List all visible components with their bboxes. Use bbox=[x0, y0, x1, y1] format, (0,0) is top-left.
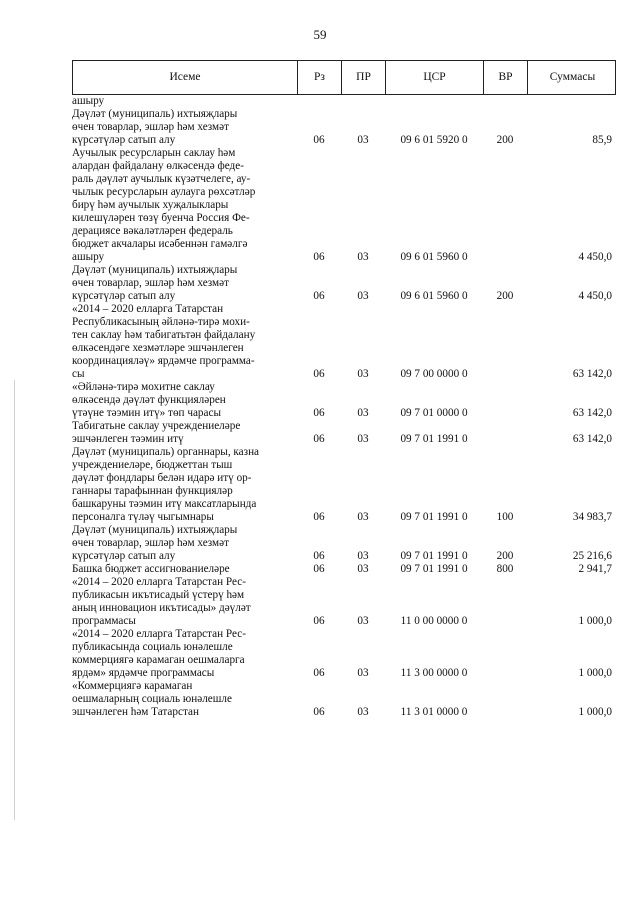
row-pr: 03 bbox=[357, 407, 369, 419]
row-name: «Әйләнә-тирә мохитне саклау өлкәсендә дәүләт функцияләрен үтәүне тәэмин итү» төп чарасы bbox=[72, 381, 226, 419]
row-vr: 800 bbox=[496, 563, 514, 575]
row-rz: 06 bbox=[313, 251, 325, 263]
row-csr: 11 3 00 0000 0 bbox=[400, 667, 468, 679]
row-sum: 4 450,0 bbox=[578, 290, 612, 302]
row-name: Дәүләт (муниципаль) ихтыяҗлары өчен товарлар, эшләр һәм хезмәт күрсәтүләр сатып алу bbox=[72, 264, 238, 302]
table-row bbox=[72, 680, 616, 719]
col-header-pr: ПР bbox=[342, 61, 386, 94]
row-pr: 03 bbox=[357, 251, 369, 263]
row-rz: 06 bbox=[313, 563, 325, 575]
row-name: Башка бюджет ассигнованиеләре bbox=[72, 563, 230, 575]
table-row bbox=[72, 303, 616, 381]
row-sum: 1 000,0 bbox=[578, 667, 612, 679]
row-pr: 03 bbox=[357, 706, 369, 718]
table-row bbox=[72, 264, 616, 303]
row-sum: 85,9 bbox=[592, 134, 612, 146]
row-rz: 06 bbox=[313, 407, 325, 419]
row-csr: 11 0 00 0000 0 bbox=[400, 615, 468, 627]
table-row bbox=[72, 563, 616, 576]
row-rz: 06 bbox=[313, 615, 325, 627]
row-pr: 03 bbox=[357, 290, 369, 302]
row-pr: 03 bbox=[357, 368, 369, 380]
row-csr: 09 7 01 1991 0 bbox=[400, 433, 468, 445]
col-header-rz: Рз bbox=[298, 61, 342, 94]
row-name: Дәүләт (муниципаль) ихтыяҗлары өчен товарлар, эшләр һәм хезмәт күрсәтүләр сатып алу bbox=[72, 108, 238, 146]
table-row bbox=[72, 108, 616, 147]
row-rz: 06 bbox=[313, 433, 325, 445]
row-csr: 09 6 01 5960 0 bbox=[400, 251, 468, 263]
row-name: Табигатьне саклау учреждениеләре эшчәнлеген тәэмин итү bbox=[72, 420, 241, 445]
row-csr: 09 7 01 1991 0 bbox=[400, 550, 468, 562]
row-vr: 200 bbox=[496, 134, 514, 146]
row-csr: 09 7 01 1991 0 bbox=[400, 511, 468, 523]
col-header-name: Исеме bbox=[73, 61, 298, 94]
row-sum: 25 216,6 bbox=[572, 550, 612, 562]
table-row bbox=[72, 147, 616, 264]
col-header-vr: ВР bbox=[484, 61, 528, 94]
row-vr: 200 bbox=[496, 550, 514, 562]
row-sum: 63 142,0 bbox=[572, 433, 612, 445]
row-pr: 03 bbox=[357, 134, 369, 146]
row-rz: 06 bbox=[313, 290, 325, 302]
row-sum: 63 142,0 bbox=[572, 407, 612, 419]
row-rz: 06 bbox=[313, 706, 325, 718]
table-row bbox=[72, 420, 616, 446]
row-sum: 34 983,7 bbox=[572, 511, 612, 523]
row-csr: 09 7 01 1991 0 bbox=[400, 563, 468, 575]
col-header-csr: ЦСР bbox=[386, 61, 484, 94]
row-name: «Коммерциягә карамаган оешмаларның социаль юнәлешле эшчәнлеген һәм Татарстан bbox=[72, 680, 232, 718]
table-header bbox=[72, 60, 616, 95]
row-rz: 06 bbox=[313, 134, 325, 146]
row-rz: 06 bbox=[313, 368, 325, 380]
row-sum: 1 000,0 bbox=[578, 706, 612, 718]
row-name: Аучылык ресурсларын саклау һәм алардан файдалану өлкәсендә феде- раль дәүләт аучылык күзәтчелеге, ау- чылык ресурсларын аулауга рөхсәтләр бирү һәм аучылык хуҗалыклары килешүләрен төзү буенча Россия Фе- дерациясе вәкаләтләрен федераль бюджет акчалары исәбеннән гамәлгә ашыру bbox=[72, 147, 256, 263]
row-pr: 03 bbox=[357, 563, 369, 575]
row-pr: 03 bbox=[357, 433, 369, 445]
table-row bbox=[72, 446, 616, 524]
row-rz: 06 bbox=[313, 511, 325, 523]
row-csr: 09 6 01 5960 0 bbox=[400, 290, 468, 302]
row-name: «2014 – 2020 елларга Татарстан Рес- публикасын икътисадый үстерү һәм аның инновацион икътисады» дәүләт программасы bbox=[72, 576, 251, 627]
page-number: 59 bbox=[313, 27, 327, 42]
row-csr: 09 6 01 5920 0 bbox=[400, 134, 468, 146]
row-pr: 03 bbox=[357, 550, 369, 562]
row-vr: 100 bbox=[496, 511, 514, 523]
scan-margin-line bbox=[14, 380, 15, 820]
row-sum: 2 941,7 bbox=[578, 563, 612, 575]
row-csr: 09 7 01 0000 0 bbox=[400, 407, 468, 419]
table-row bbox=[72, 524, 616, 563]
table-body bbox=[72, 95, 616, 719]
row-name: ашыру bbox=[72, 95, 105, 107]
row-sum: 63 142,0 bbox=[572, 368, 612, 380]
row-name: «2014 – 2020 елларга Татарстан Рес- публикасында социаль юнәлешле коммерциягә карамаган оешмаларга ярдәм» ярдәмче программасы bbox=[72, 628, 246, 679]
row-rz: 06 bbox=[313, 550, 325, 562]
row-csr: 09 7 00 0000 0 bbox=[400, 368, 468, 380]
table-row bbox=[72, 381, 616, 420]
row-pr: 03 bbox=[357, 511, 369, 523]
row-name: Дәүләт (муниципаль) ихтыяҗлары өчен товарлар, эшләр һәм хезмәт күрсәтүләр сатып алу bbox=[72, 524, 238, 562]
row-rz: 06 bbox=[313, 667, 325, 679]
row-vr: 200 bbox=[496, 290, 514, 302]
row-pr: 03 bbox=[357, 667, 369, 679]
table-row bbox=[72, 628, 616, 680]
row-sum: 1 000,0 bbox=[578, 615, 612, 627]
row-csr: 11 3 01 0000 0 bbox=[400, 706, 468, 718]
row-name: «2014 – 2020 елларга Татарстан Республикасының әйләнә-тирә мохи- тен саклау һәм табигатьтән файдалану өлкәсендәге хезмәтләре эшчәнлеген координацияләү» ярдәмче программа- сы bbox=[72, 303, 256, 380]
row-pr: 03 bbox=[357, 615, 369, 627]
row-name: Дәүләт (муниципаль) органнары, казна учреждениеләре, бюджеттан тыш дәүләт фондлары белән идарә итү ор- ганнары тарафыннан функцияләр башкаруны тәэмин итү максатларында персоналга түләү чыгымнары bbox=[72, 446, 260, 523]
row-sum: 4 450,0 bbox=[578, 251, 612, 263]
col-header-sum: Суммасы bbox=[549, 71, 596, 83]
table-row bbox=[72, 95, 616, 108]
table-row bbox=[72, 576, 616, 628]
